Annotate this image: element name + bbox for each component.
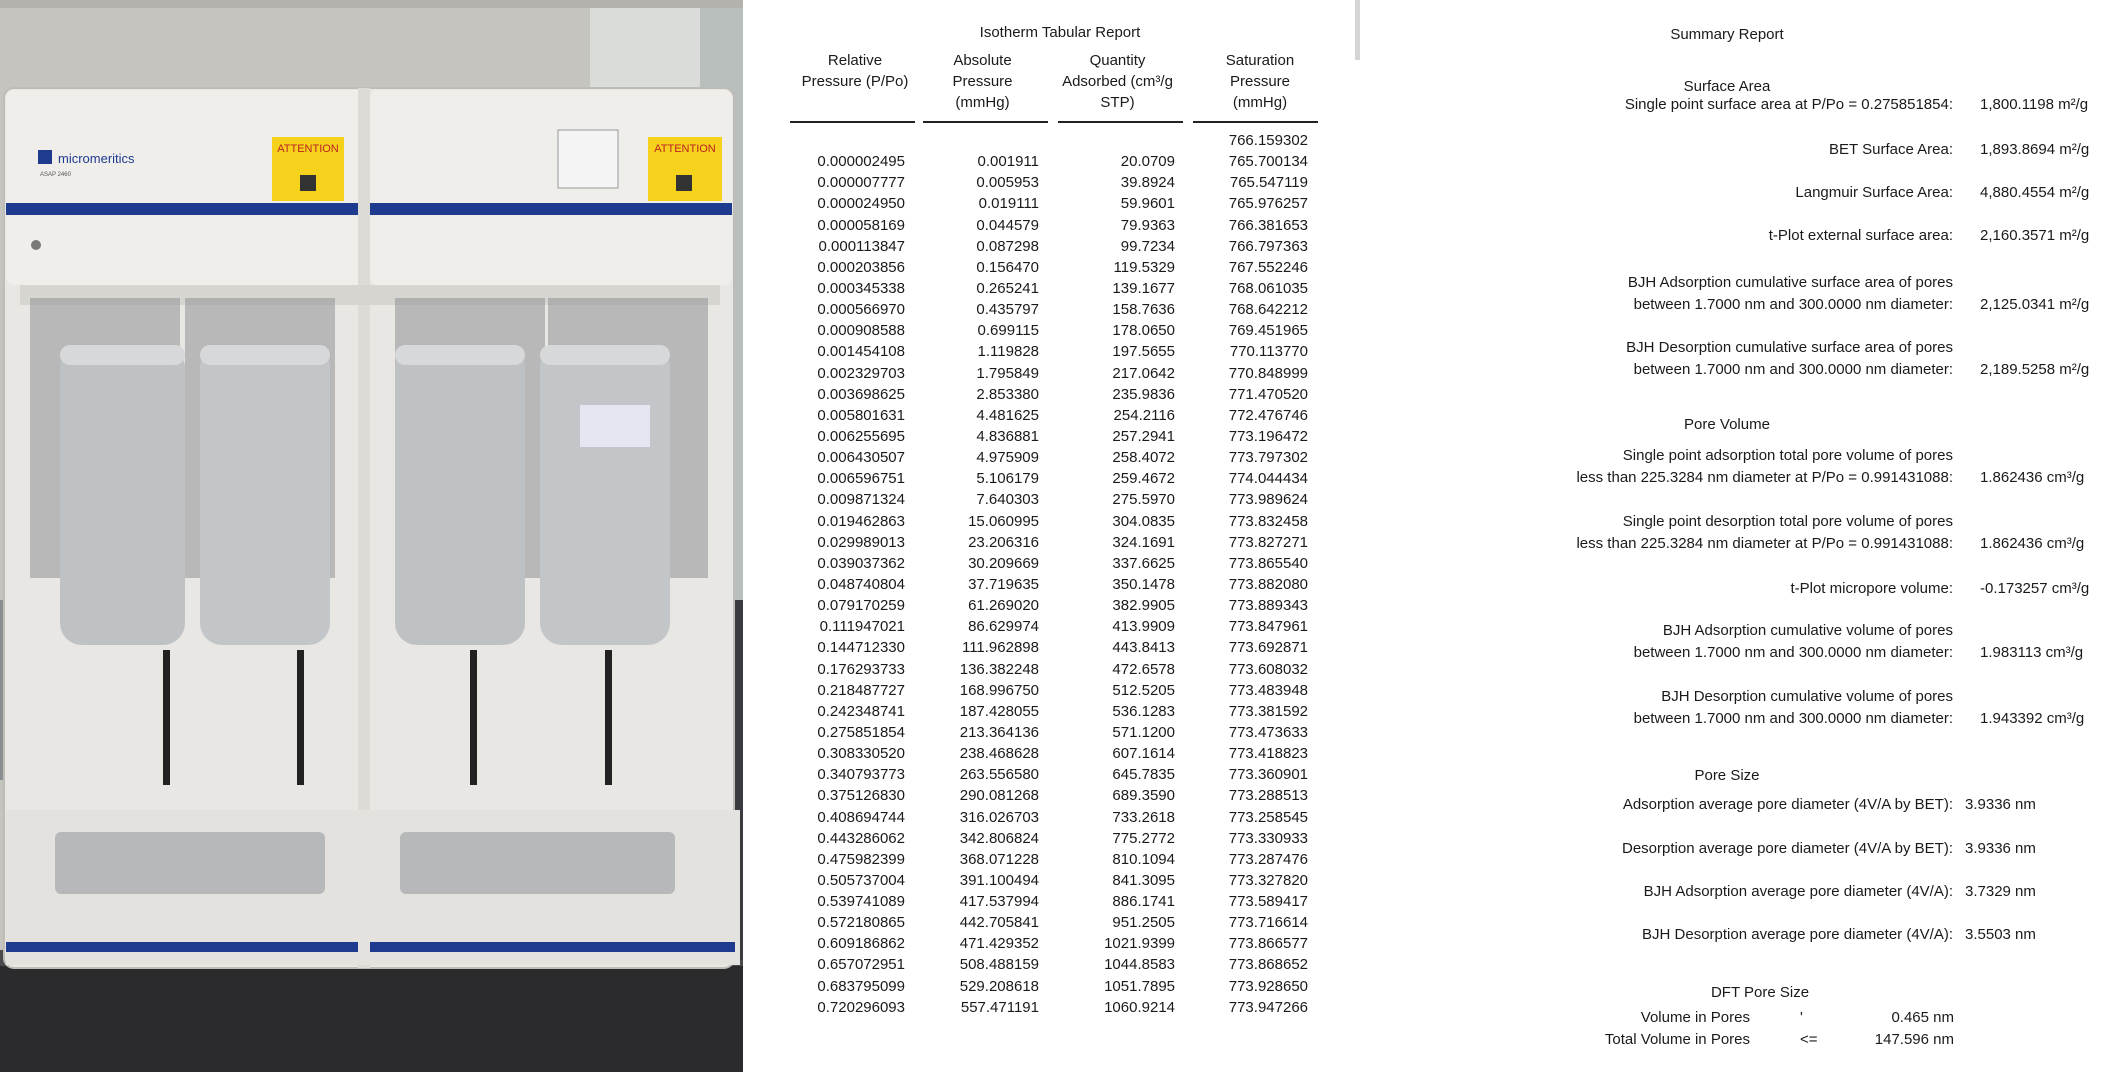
relative-pressure-cell: 0.009871324 bbox=[817, 491, 905, 509]
saturation-pressure-cell: 773.258545 bbox=[1228, 808, 1308, 826]
saturation-pressure-cell: 773.196472 bbox=[1228, 427, 1308, 445]
table-row bbox=[780, 785, 1340, 806]
absolute-pressure-cell: 0.044579 bbox=[976, 216, 1039, 234]
quantity-adsorbed-cell: 158.7636 bbox=[1112, 301, 1175, 319]
quantity-adsorbed-cell: 304.0835 bbox=[1112, 512, 1175, 530]
absolute-pressure-cell: 508.488159 bbox=[959, 956, 1039, 974]
relative-pressure-cell: 0.275851854 bbox=[817, 723, 905, 741]
table-row bbox=[780, 193, 1340, 214]
table-row bbox=[780, 257, 1340, 278]
quantity-adsorbed-cell: 1044.8583 bbox=[1104, 956, 1175, 974]
saturation-pressure-cell: 770.848999 bbox=[1228, 364, 1308, 382]
pore-volume-label: BJH Adsorption cumulative volume of pores between 1.7000 nm and 300.0000 nm diameter: bbox=[1633, 622, 1953, 661]
dft-value: 0.465 nm bbox=[1891, 1009, 1954, 1026]
table-row bbox=[780, 680, 1340, 701]
absolute-pressure-cell: 4.975909 bbox=[976, 449, 1039, 467]
saturation-pressure-cell: 773.381592 bbox=[1228, 702, 1308, 720]
pore-volume-label: Single point desorption total pore volume of pores less than 225.3284 nm diameter at P/Po = 0.991431088: bbox=[1576, 513, 1953, 552]
absolute-pressure-cell: 1.119828 bbox=[977, 343, 1039, 361]
saturation-pressure-cell: 765.976257 bbox=[1228, 195, 1308, 213]
relative-pressure-cell: 0.000007777 bbox=[817, 174, 905, 192]
table-row bbox=[780, 511, 1340, 532]
model-label: ASAP 2460 bbox=[40, 172, 71, 178]
absolute-pressure-cell: 391.100494 bbox=[959, 871, 1039, 889]
table-row bbox=[780, 997, 1340, 1018]
absolute-pressure-cell: 111.962898 bbox=[961, 639, 1039, 657]
relative-pressure-cell: 0.006430507 bbox=[817, 449, 905, 467]
table-row bbox=[780, 236, 1340, 257]
table-row bbox=[780, 553, 1340, 574]
saturation-pressure-cell: 773.483948 bbox=[1228, 681, 1308, 699]
brand-logo: micromeritics bbox=[58, 151, 135, 166]
quantity-adsorbed-cell: 254.2116 bbox=[1113, 406, 1175, 424]
absolute-pressure-cell: 529.208618 bbox=[959, 977, 1039, 995]
relative-pressure-cell: 0.443286062 bbox=[817, 829, 905, 847]
surface-area-value: 2,125.0341 m²/g bbox=[1980, 296, 2090, 313]
table-row bbox=[780, 976, 1340, 997]
saturation-pressure-cell: 773.716614 bbox=[1228, 914, 1308, 932]
absolute-pressure-cell: 37.719635 bbox=[968, 575, 1039, 593]
absolute-pressure-cell: 238.468628 bbox=[959, 745, 1039, 763]
saturation-pressure-cell: 773.692871 bbox=[1228, 639, 1308, 657]
pore-size-value: 3.9336 nm bbox=[1965, 796, 2036, 813]
absolute-pressure-cell: 4.481625 bbox=[976, 406, 1039, 424]
quantity-adsorbed-cell: 99.7234 bbox=[1120, 237, 1175, 255]
quantity-adsorbed-cell: 775.2772 bbox=[1112, 829, 1175, 847]
pore-volume-label: Single point adsorption total pore volume of pores less than 225.3284 nm diameter at P/Po = 0.991431088: bbox=[1576, 447, 1953, 486]
quantity-adsorbed-cell: 443.8413 bbox=[1112, 639, 1175, 657]
table-row bbox=[780, 912, 1340, 933]
quantity-adsorbed-cell: 571.1200 bbox=[1112, 723, 1175, 741]
absolute-pressure-cell: 442.705841 bbox=[959, 914, 1039, 932]
absolute-pressure-cell: 0.156470 bbox=[976, 258, 1039, 276]
quantity-adsorbed-cell: 178.0650 bbox=[1112, 322, 1175, 340]
saturation-pressure-cell: 773.865540 bbox=[1228, 554, 1308, 572]
quantity-adsorbed-cell: 235.9836 bbox=[1112, 385, 1175, 403]
relative-pressure-cell: 0.720296093 bbox=[817, 998, 905, 1016]
absolute-pressure-cell: 417.537994 bbox=[959, 893, 1039, 911]
summary-report bbox=[1380, 0, 2112, 1072]
surface-area-label: Langmuir Surface Area: bbox=[1795, 184, 1953, 201]
saturation-pressure-cell: 768.642212 bbox=[1228, 301, 1308, 319]
pore-volume-value: -0.173257 cm³/g bbox=[1980, 580, 2090, 597]
dft-pore-size-heading: DFT Pore Size bbox=[1710, 984, 1810, 1001]
absolute-pressure-cell: 263.556580 bbox=[959, 766, 1039, 784]
saturation-pressure-cell: 773.330933 bbox=[1228, 829, 1308, 847]
quantity-adsorbed-cell: 258.4072 bbox=[1112, 449, 1175, 467]
absolute-pressure-cell: 187.428055 bbox=[959, 702, 1039, 720]
relative-pressure-cell: 0.019462863 bbox=[817, 512, 905, 530]
quantity-adsorbed-cell: 20.0709 bbox=[1120, 153, 1175, 171]
saturation-pressure-cell: 768.061035 bbox=[1228, 279, 1308, 297]
table-row bbox=[780, 743, 1340, 764]
surface-area-label: BJH Adsorption cumulative surface area of pores between 1.7000 nm and 300.0000 nm diameter: bbox=[1627, 274, 1953, 313]
table-row bbox=[780, 828, 1340, 849]
table-row bbox=[780, 320, 1340, 341]
table-row bbox=[780, 468, 1340, 489]
relative-pressure-cell: 0.000113847 bbox=[818, 237, 905, 255]
surface-area-value: 1,800.1198 m²/g bbox=[1980, 96, 2089, 113]
saturation-pressure-cell: 773.832458 bbox=[1228, 512, 1308, 530]
pore-volume-label: t-Plot micropore volume: bbox=[1790, 580, 1953, 597]
table-row bbox=[780, 151, 1340, 172]
table-row bbox=[780, 891, 1340, 912]
absolute-pressure-cell: 2.853380 bbox=[976, 385, 1039, 403]
table-row bbox=[780, 489, 1340, 510]
quantity-adsorbed-cell: 119.5329 bbox=[1113, 258, 1175, 276]
table-row bbox=[780, 574, 1340, 595]
relative-pressure-cell: 0.001454108 bbox=[817, 343, 905, 361]
saturation-pressure-cell: 773.868652 bbox=[1228, 956, 1308, 974]
absolute-pressure-cell: 342.806824 bbox=[959, 829, 1039, 847]
quantity-adsorbed-cell: 512.5205 bbox=[1112, 681, 1175, 699]
saturation-pressure-cell: 773.473633 bbox=[1228, 723, 1308, 741]
relative-pressure-cell: 0.242348741 bbox=[817, 702, 905, 720]
quantity-adsorbed-cell: 951.2505 bbox=[1112, 914, 1175, 932]
absolute-pressure-cell: 168.996750 bbox=[959, 681, 1039, 699]
table-row bbox=[780, 659, 1340, 680]
absolute-pressure-cell: 5.106179 bbox=[976, 470, 1039, 488]
table-row bbox=[780, 701, 1340, 722]
quantity-adsorbed-cell: 645.7835 bbox=[1112, 766, 1175, 784]
absolute-pressure-cell: 61.269020 bbox=[968, 597, 1039, 615]
relative-pressure-cell: 0.006255695 bbox=[817, 427, 905, 445]
saturation-pressure-cell: 766.797363 bbox=[1228, 237, 1308, 255]
pore-size-value: 3.7329 nm bbox=[1965, 883, 2036, 900]
sticker-text-right: ATTENTION bbox=[654, 143, 716, 155]
table-row bbox=[780, 595, 1340, 616]
pore-volume-value: 1.862436 cm³/g bbox=[1980, 469, 2085, 486]
relative-pressure-cell: 0.572180865 bbox=[817, 914, 905, 932]
relative-pressure-cell: 0.539741089 bbox=[817, 893, 905, 911]
quantity-adsorbed-cell: 139.1677 bbox=[1112, 279, 1175, 297]
absolute-pressure-cell: 1.795849 bbox=[976, 364, 1039, 382]
relative-pressure-cell: 0.408694744 bbox=[817, 808, 905, 826]
absolute-pressure-cell: 4.836881 bbox=[976, 427, 1039, 445]
pore-size-label: BJH Adsorption average pore diameter (4V/A): bbox=[1643, 883, 1953, 900]
relative-pressure-cell: 0.002329703 bbox=[817, 364, 905, 382]
pore-volume-value: 1.943392 cm³/g bbox=[1980, 710, 2085, 727]
relative-pressure-cell: 0.079170259 bbox=[817, 597, 905, 615]
table-row bbox=[780, 384, 1340, 405]
relative-pressure-cell: 0.005801631 bbox=[817, 406, 905, 424]
instrument-photo bbox=[0, 0, 743, 1072]
pore-size-label: Adsorption average pore diameter (4V/A by BET): bbox=[1622, 796, 1953, 813]
relative-pressure-cell: 0.000908588 bbox=[817, 322, 905, 340]
saturation-pressure-cell: 766.159302 bbox=[1228, 132, 1308, 149]
quantity-adsorbed-cell: 1060.9214 bbox=[1104, 998, 1175, 1016]
relative-pressure-cell: 0.505737004 bbox=[817, 871, 905, 889]
table-row bbox=[780, 172, 1340, 193]
pore-size-heading: Pore Size bbox=[1694, 767, 1760, 784]
saturation-pressure-cell: 773.797302 bbox=[1228, 449, 1308, 467]
surface-area-value: 2,189.5258 m²/g bbox=[1980, 361, 2090, 378]
table-row bbox=[780, 764, 1340, 785]
saturation-pressure-cell: 773.287476 bbox=[1228, 850, 1308, 868]
table-row bbox=[780, 637, 1340, 658]
relative-pressure-cell: 0.000345338 bbox=[817, 279, 905, 297]
saturation-pressure-cell: 767.552246 bbox=[1228, 258, 1308, 276]
saturation-pressure-cell: 765.700134 bbox=[1228, 153, 1308, 171]
absolute-pressure-cell: 23.206316 bbox=[968, 533, 1039, 551]
column-header-absolute-pressure: Absolute Pressure (mmHg) bbox=[952, 52, 1013, 111]
absolute-pressure-cell: 290.081268 bbox=[959, 787, 1039, 805]
absolute-pressure-cell: 0.265241 bbox=[976, 279, 1039, 297]
absolute-pressure-cell: 0.699115 bbox=[977, 322, 1039, 340]
quantity-adsorbed-cell: 350.1478 bbox=[1112, 575, 1175, 593]
quantity-adsorbed-cell: 607.1614 bbox=[1112, 745, 1175, 763]
quantity-adsorbed-cell: 39.8924 bbox=[1120, 174, 1175, 192]
surface-area-value: 4,880.4554 m²/g bbox=[1980, 184, 2090, 201]
table-row bbox=[780, 363, 1340, 384]
saturation-pressure-cell: 774.044434 bbox=[1228, 470, 1308, 488]
absolute-pressure-cell: 136.382248 bbox=[959, 660, 1039, 678]
absolute-pressure-cell: 86.629974 bbox=[968, 618, 1039, 636]
table-row bbox=[780, 299, 1340, 320]
absolute-pressure-cell: 316.026703 bbox=[959, 808, 1039, 826]
saturation-pressure-cell: 773.360901 bbox=[1228, 766, 1308, 784]
saturation-pressure-cell: 772.476746 bbox=[1228, 406, 1308, 424]
relative-pressure-cell: 0.657072951 bbox=[817, 956, 905, 974]
dft-value: 147.596 nm bbox=[1874, 1031, 1954, 1048]
table-row bbox=[780, 215, 1340, 236]
quantity-adsorbed-cell: 257.2941 bbox=[1112, 427, 1175, 445]
table-row bbox=[780, 849, 1340, 870]
table-row bbox=[780, 954, 1340, 975]
absolute-pressure-cell: 0.087298 bbox=[976, 237, 1039, 255]
table-row bbox=[780, 933, 1340, 954]
column-underline bbox=[1058, 121, 1183, 123]
table-row bbox=[780, 870, 1340, 891]
saturation-pressure-cell: 769.451965 bbox=[1228, 322, 1308, 340]
column-header-quantity-adsorbed: Quantity Adsorbed (cm³/g STP) bbox=[1062, 52, 1173, 111]
absolute-pressure-cell: 0.001911 bbox=[977, 153, 1039, 171]
saturation-pressure-cell: 773.928650 bbox=[1228, 977, 1308, 995]
saturation-pressure-cell: 773.608032 bbox=[1228, 660, 1308, 678]
table-row bbox=[780, 405, 1340, 426]
relative-pressure-cell: 0.000058169 bbox=[817, 216, 905, 234]
table-row bbox=[780, 807, 1340, 828]
absolute-pressure-cell: 557.471191 bbox=[960, 998, 1039, 1016]
saturation-pressure-cell: 771.470520 bbox=[1228, 385, 1308, 403]
pore-size-label: BJH Desorption average pore diameter (4V/A): bbox=[1642, 926, 1953, 943]
absolute-pressure-cell: 0.019111 bbox=[978, 195, 1039, 213]
column-header-relative-pressure: Relative Pressure (P/Po) bbox=[801, 52, 909, 90]
isotherm-table-body bbox=[780, 130, 1340, 1018]
panel-divider bbox=[1355, 0, 1360, 60]
quantity-adsorbed-cell: 536.1283 bbox=[1112, 702, 1175, 720]
surface-area-heading: Surface Area bbox=[1683, 78, 1771, 95]
saturation-pressure-cell: 773.589417 bbox=[1228, 893, 1308, 911]
relative-pressure-cell: 0.000024950 bbox=[817, 195, 905, 213]
relative-pressure-cell: 0.683795099 bbox=[817, 977, 905, 995]
relative-pressure-cell: 0.003698625 bbox=[817, 385, 905, 403]
quantity-adsorbed-cell: 413.9909 bbox=[1112, 618, 1175, 636]
saturation-pressure-cell: 773.827271 bbox=[1228, 533, 1308, 551]
quantity-adsorbed-cell: 733.2618 bbox=[1112, 808, 1175, 826]
dft-label: Volume in Pores bbox=[1640, 1009, 1750, 1026]
saturation-pressure-cell: 773.418823 bbox=[1228, 745, 1308, 763]
relative-pressure-cell: 0.000203856 bbox=[817, 258, 905, 276]
pore-volume-label: BJH Desorption cumulative volume of pores between 1.7000 nm and 300.0000 nm diameter: bbox=[1633, 688, 1953, 727]
dft-operator: ' bbox=[1800, 1009, 1803, 1026]
isotherm-tabular-report bbox=[780, 0, 1340, 1072]
quantity-adsorbed-cell: 382.9905 bbox=[1112, 597, 1175, 615]
absolute-pressure-cell: 15.060995 bbox=[968, 512, 1039, 530]
column-underline bbox=[790, 121, 915, 123]
quantity-adsorbed-cell: 259.4672 bbox=[1112, 470, 1175, 488]
relative-pressure-cell: 0.000002495 bbox=[817, 153, 905, 171]
absolute-pressure-cell: 0.435797 bbox=[976, 301, 1039, 319]
relative-pressure-cell: 0.000566970 bbox=[817, 301, 905, 319]
pore-size-value: 3.5503 nm bbox=[1965, 926, 2036, 943]
absolute-pressure-cell: 213.364136 bbox=[959, 723, 1039, 741]
table-row bbox=[780, 532, 1340, 553]
saturation-pressure-cell: 773.327820 bbox=[1228, 871, 1308, 889]
surface-area-label: t-Plot external surface area: bbox=[1768, 227, 1953, 244]
quantity-adsorbed-cell: 324.1691 bbox=[1112, 533, 1175, 551]
relative-pressure-cell: 0.176293733 bbox=[817, 660, 905, 678]
relative-pressure-cell: 0.048740804 bbox=[817, 575, 905, 593]
quantity-adsorbed-cell: 59.9601 bbox=[1120, 195, 1175, 213]
absolute-pressure-cell: 0.005953 bbox=[976, 174, 1039, 192]
dft-operator: <= bbox=[1800, 1031, 1818, 1048]
relative-pressure-cell: 0.308330520 bbox=[817, 745, 905, 763]
saturation-pressure-cell: 773.847961 bbox=[1228, 618, 1308, 636]
surface-area-label: BET Surface Area: bbox=[1829, 141, 1953, 158]
relative-pressure-cell: 0.218487727 bbox=[817, 681, 905, 699]
saturation-pressure-cell: 765.547119 bbox=[1229, 174, 1308, 192]
table-row bbox=[780, 341, 1340, 362]
sticker-text-left: ATTENTION bbox=[277, 143, 339, 155]
surface-area-label: BJH Desorption cumulative surface area of pores between 1.7000 nm and 300.0000 nm diameter: bbox=[1626, 339, 1953, 378]
relative-pressure-cell: 0.006596751 bbox=[817, 470, 905, 488]
table-row bbox=[780, 130, 1340, 151]
dft-label: Total Volume in Pores bbox=[1604, 1031, 1750, 1048]
absolute-pressure-cell: 368.071228 bbox=[959, 850, 1039, 868]
quantity-adsorbed-cell: 275.5970 bbox=[1112, 491, 1175, 509]
table-row bbox=[780, 426, 1340, 447]
relative-pressure-cell: 0.340793773 bbox=[817, 766, 905, 784]
pore-volume-value: 1.983113 cm³/g bbox=[1980, 644, 2084, 661]
table-row bbox=[780, 278, 1340, 299]
surface-area-value: 1,893.8694 m²/g bbox=[1980, 141, 2090, 158]
quantity-adsorbed-cell: 337.6625 bbox=[1112, 554, 1175, 572]
relative-pressure-cell: 0.029989013 bbox=[817, 533, 905, 551]
quantity-adsorbed-cell: 810.1094 bbox=[1112, 850, 1175, 868]
absolute-pressure-cell: 471.429352 bbox=[959, 935, 1039, 953]
table-row bbox=[780, 447, 1340, 468]
absolute-pressure-cell: 7.640303 bbox=[976, 491, 1039, 509]
relative-pressure-cell: 0.039037362 bbox=[817, 554, 905, 572]
summary-report-title: Summary Report bbox=[1670, 26, 1784, 43]
relative-pressure-cell: 0.375126830 bbox=[817, 787, 905, 805]
saturation-pressure-cell: 773.947266 bbox=[1228, 998, 1308, 1016]
saturation-pressure-cell: 766.381653 bbox=[1228, 216, 1308, 234]
relative-pressure-cell: 0.144712330 bbox=[817, 639, 905, 657]
relative-pressure-cell: 0.609186862 bbox=[817, 935, 905, 953]
absolute-pressure-cell: 30.209669 bbox=[968, 554, 1039, 572]
quantity-adsorbed-cell: 472.6578 bbox=[1112, 660, 1175, 678]
table-row bbox=[780, 616, 1340, 637]
relative-pressure-cell: 0.111947021 bbox=[819, 618, 905, 636]
saturation-pressure-cell: 773.882080 bbox=[1228, 575, 1308, 593]
quantity-adsorbed-cell: 689.3590 bbox=[1112, 787, 1175, 805]
surface-area-label: Single point surface area at P/Po = 0.275851854: bbox=[1624, 96, 1953, 113]
quantity-adsorbed-cell: 217.0642 bbox=[1112, 364, 1175, 382]
column-underline bbox=[1193, 121, 1318, 123]
column-header-saturation-pressure: Saturation Pressure (mmHg) bbox=[1225, 52, 1295, 111]
surface-area-value: 2,160.3571 m²/g bbox=[1980, 227, 2090, 244]
pore-volume-heading: Pore Volume bbox=[1684, 416, 1770, 433]
quantity-adsorbed-cell: 1021.9399 bbox=[1104, 935, 1175, 953]
quantity-adsorbed-cell: 197.5655 bbox=[1112, 343, 1175, 361]
saturation-pressure-cell: 773.866577 bbox=[1228, 935, 1308, 953]
quantity-adsorbed-cell: 1051.7895 bbox=[1104, 977, 1175, 995]
saturation-pressure-cell: 770.113770 bbox=[1229, 343, 1308, 361]
pore-size-value: 3.9336 nm bbox=[1965, 840, 2036, 857]
column-underline bbox=[923, 121, 1048, 123]
saturation-pressure-cell: 773.288513 bbox=[1228, 787, 1308, 805]
saturation-pressure-cell: 773.989624 bbox=[1228, 491, 1308, 509]
quantity-adsorbed-cell: 79.9363 bbox=[1120, 216, 1175, 234]
relative-pressure-cell: 0.475982399 bbox=[817, 850, 905, 868]
quantity-adsorbed-cell: 841.3095 bbox=[1112, 871, 1175, 889]
instrument-illustration bbox=[0, 0, 743, 1072]
saturation-pressure-cell: 773.889343 bbox=[1228, 597, 1308, 615]
pore-size-label: Desorption average pore diameter (4V/A by BET): bbox=[1622, 840, 1953, 857]
table-row bbox=[780, 722, 1340, 743]
quantity-adsorbed-cell: 886.1741 bbox=[1112, 893, 1175, 911]
pore-volume-value: 1.862436 cm³/g bbox=[1980, 535, 2085, 552]
tabular-report-title: Isotherm Tabular Report bbox=[979, 24, 1141, 41]
